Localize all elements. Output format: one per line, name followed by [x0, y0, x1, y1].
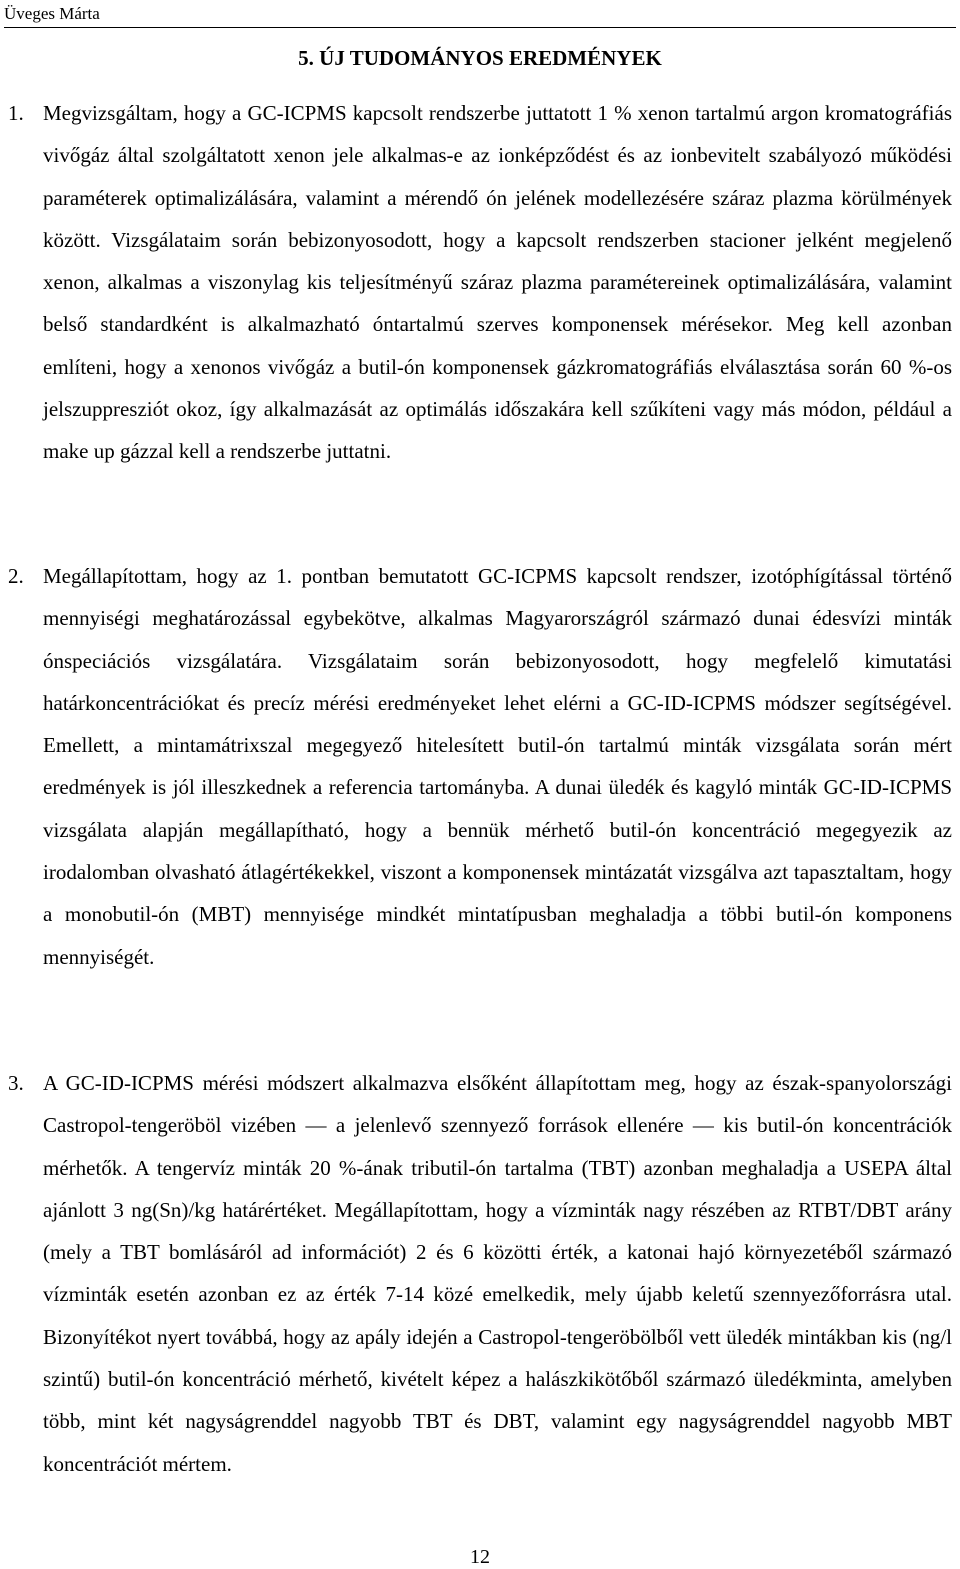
item-text: Megállapítottam, hogy az 1. pontban bemutatott GC-ICPMS kapcsolt rendszer, izotóphígítással történő mennyiségi meghatározással egybekötve, alkalmas Magyarországról származó dunai édesvízi minták ónspeciációs vizsgálatára. Vizsgálataim során bebizonyosodott, hogy megfelelő kimutatási határkoncentrációkat és precíz mérési eredményeket lehet elérni a GC-ID-ICPMS módszer segítségével. Emellett, a mintamátrixszal megegyező hitelesített butil-ón tartalmú minták vizsgálata során mért eredmények is jól illeszkednek a referencia tartományba. A dunai üledék és kagyló minták GC-ID-ICPMS vizsgálata alapján megállapítható, hogy a bennük mérhető butil-ón koncentráció megegyezik az irodalomban olvasható átlagértékekkel, viszont a komponensek mintázatát vizsgálva azt tapasztaltam, hogy a monobutil-ón (MBT) mennyisége mindkét mintatípusban meghaladja a többi butil-ón komponens mennyiségét. — [43, 564, 952, 969]
item-text: Megvizsgáltam, hogy a GC-ICPMS kapcsolt rendszerbe juttatott 1 % xenon tartalmú argon kromatográfiás vivőgáz által szolgáltatott xenon jele alkalmas-e az ionképződést és az ionbevitelt szabályozó működési paraméterek optimalizálására, valamint a mérendő ón jelének modellezésére száraz plazma körülmények között. Vizsgálataim során bebizonyosodott, hogy a kapcsolt rendszerben stacioner jelként megjelenő xenon, alkalmas a viszonylag kis teljesítményű száraz plazma paramétereinek optimalizálására, valamint belső standardként is alkalmazható óntartalmú szerves komponensek mérésekor. Meg kell azonban említeni, hogy a xenonos vivőgáz a butil-ón komponensek gázkromatográfiás elválasztása során 60 %-os jelszuppresziót okoz, így alkalmazását az optimálás időszakára kell szűkíteni vagy más módon, például a make up gázzal kell a rendszerbe juttatni. — [43, 101, 952, 464]
result-item-3 — [8, 1062, 952, 1485]
running-header — [4, 3, 956, 28]
item-text: A GC-ID-ICPMS mérési módszert alkalmazva elsőként állapítottam meg, hogy az észak-spanyolországi Castropol-tengeröböl vizében — a jelenlevő szennyező források ellenére — kis butil-ón koncentrációk mérhetők. A tengervíz minták 20 %-ának tributil-ón tartalma (TBT) azonban meghaladja a USEPA által ajánlott 3 ng(Sn)/kg határértéket. Megállapítottam, hogy a vízminták nagy részében az RTBT/DBT arány (mely a TBT bomlásáról ad információt) 2 és 6 közötti érték, a katonai hajó környezetéből származó vízminták esetén azonban ez az érték 7-14 közé emelkedik, mely újabb keletű szennyezőforrásra utal. Bizonyítékot nyert továbbá, hogy az apály idején a Castropol-tengeröbölből vett üledék mintákban kis (ng/l szintű) butil-ón koncentráció mérhető, kivételt képez a halászkikötőből származó üledékminta, amelyben több, mint két nagyságrenddel nagyobb TBT és DBT, valamint egy nagyságrenddel nagyobb MBT koncentrációt mértem. — [43, 1071, 952, 1476]
result-item-2 — [8, 555, 952, 978]
author-name: Üveges Márta — [4, 4, 100, 23]
section-title: 5. ÚJ TUDOMÁNYOS EREDMÉNYEK — [298, 46, 662, 70]
page-number: 12 — [470, 1546, 490, 1568]
item-number: 2. — [8, 564, 24, 588]
item-number: 1. — [8, 101, 24, 125]
result-item-1 — [8, 92, 952, 473]
item-number: 3. — [8, 1071, 24, 1095]
